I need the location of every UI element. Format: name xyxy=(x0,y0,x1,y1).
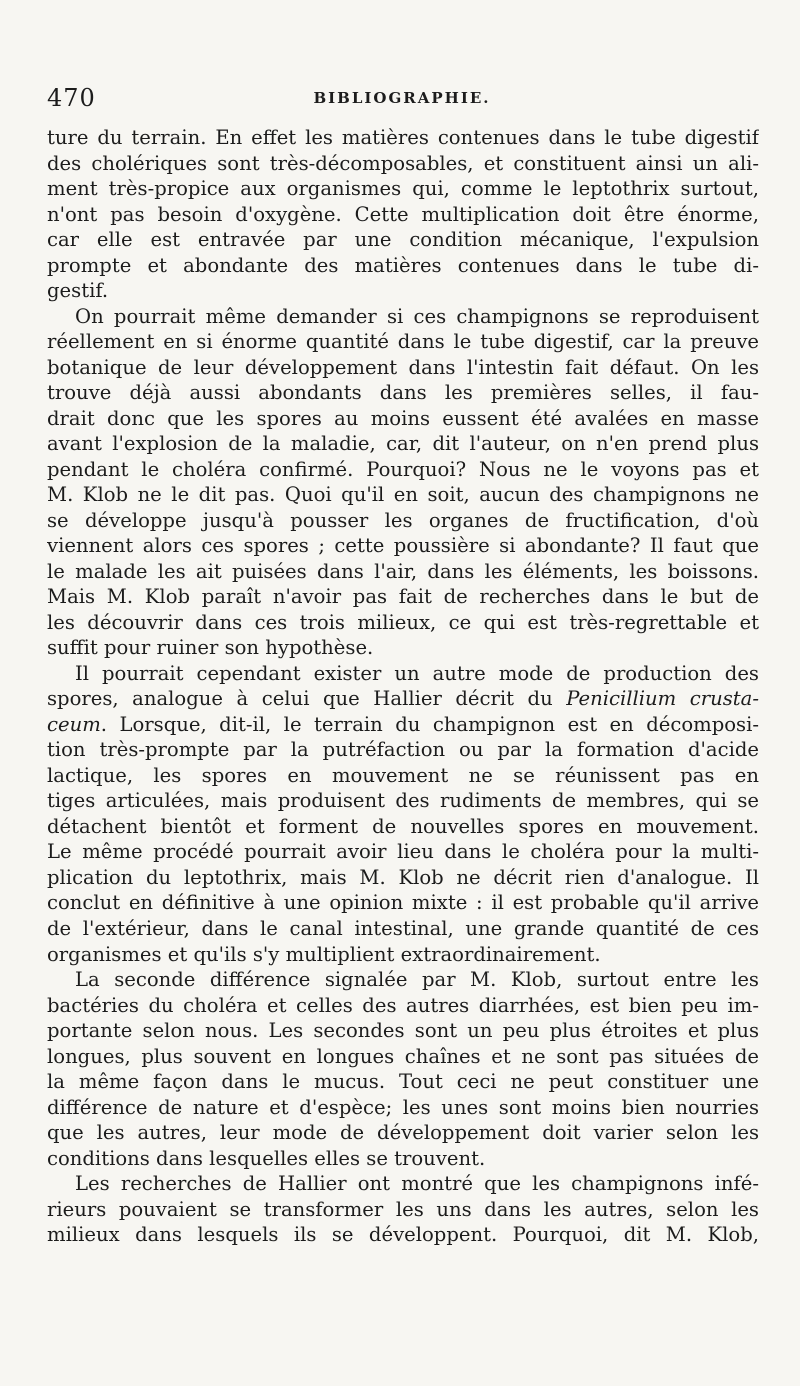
text-line: lactique, les spores en mouvement ne se réunissent pas en xyxy=(47,763,759,787)
text-line: différence de nature et d'espèce; les unes sont moins bien nourries xyxy=(47,1095,759,1119)
italic-species-name: Penicillium crusta- xyxy=(566,687,759,711)
text-line: trouve déjà aussi abondants dans les premières selles, il fau- xyxy=(47,381,759,405)
text-line: M. Klob ne le dit pas. Quoi qu'il en soit, aucun des champignons ne xyxy=(47,483,759,507)
text-line: Le même procédé pourrait avoir lieu dans le choléra pour la multi- xyxy=(47,840,759,864)
text-line: conditions dans lesquelles elles se trouvent. xyxy=(47,1146,486,1170)
text-line: gestif. xyxy=(47,279,109,303)
text-line: n'ont pas besoin d'oxygène. Cette multiplication doit être énorme, xyxy=(47,202,759,226)
paragraph-start-line: On pourrait même demander si ces champignons se reproduisent xyxy=(75,304,759,328)
text-line: plication du leptothrix, mais M. Klob ne décrit rien d'analogue. Il xyxy=(47,865,759,889)
text-line: tiges articulées, mais produisent des rudiments de membres, qui se xyxy=(47,789,759,813)
text-line: la même façon dans le mucus. Tout ceci ne peut constituer une xyxy=(47,1070,759,1094)
text-line: réellement en si énorme quantité dans le tube digestif, car la preuve xyxy=(47,330,759,354)
page-header xyxy=(47,84,757,114)
text-line: ture du terrain. En effet les matières contenues dans le tube digestif xyxy=(47,126,759,149)
text-line: avant l'explosion de la maladie, car, dit l'auteur, on n'en prend plus xyxy=(47,432,759,456)
text-line: drait donc que les spores au moins eussent été avalées en masse xyxy=(47,406,759,430)
text-line: rieurs pouvaient se transformer les uns dans les autres, selon les xyxy=(47,1197,759,1221)
text-line: pendant le choléra confirmé. Pourquoi? Nous ne le voyons pas et xyxy=(47,457,759,481)
paragraph-start-line: Il pourrait cependant exister un autre mode de production des xyxy=(75,661,759,685)
text-line: détachent bientôt et forment de nouvelles spores en mouvement. xyxy=(47,814,759,838)
text-line: milieux dans lesquels ils se développent. Pourquoi, dit M. Klob, xyxy=(47,1223,759,1247)
text-line: tion très-prompte par la putréfaction ou par la formation d'acide xyxy=(47,738,759,762)
text-line: que les autres, leur mode de développement doit varier selon les xyxy=(47,1121,759,1145)
page-number: 470 xyxy=(47,84,96,112)
text-line: bactéries du choléra et celles des autres diarrhées, est bien peu im- xyxy=(47,993,759,1017)
paragraph-start-line: La seconde différence signalée par M. Klob, surtout entre les xyxy=(75,968,759,992)
text-line: viennent alors ces spores ; cette poussière si abondante? Il faut que xyxy=(47,534,759,558)
text-line: portante selon nous. Les secondes sont un peu plus étroites et plus xyxy=(47,1019,759,1043)
text-line-segment: spores, analogue à celui que Hallier décrit du xyxy=(47,687,553,711)
text-line: prompte et abondante des matières contenues dans le tube di- xyxy=(47,253,759,277)
running-title: BIBLIOGRAPHIE. xyxy=(313,89,491,107)
text-line: conclut en définitive à une opinion mixte : il est probable qu'il arrive xyxy=(47,891,759,915)
paragraph-start-line: Les recherches de Hallier ont montré que les champignons infé- xyxy=(75,1172,759,1196)
italic-species-name: ceum xyxy=(47,712,101,736)
text-line: botanique de leur développement dans l'intestin fait défaut. On les xyxy=(47,355,759,379)
body-text xyxy=(47,125,759,1248)
text-line: Mais M. Klob paraît n'avoir pas fait de recherches dans le but de xyxy=(47,585,759,609)
text-line: car elle est entravée par une condition mécanique, l'expulsion xyxy=(47,228,759,252)
text-line: de l'extérieur, dans le canal intestinal, une grande quantité de ces xyxy=(47,916,759,940)
text-line: les découvrir dans ces trois milieux, ce qui est très-regrettable et xyxy=(47,610,759,634)
text-line: longues, plus souvent en longues chaînes et ne sont pas situées de xyxy=(47,1044,759,1068)
text-line: ment très-propice aux organismes qui, comme le leptothrix surtout, xyxy=(47,177,759,201)
text-line: le malade les ait puisées dans l'air, dans les éléments, les boissons. xyxy=(47,559,759,583)
text-line: des cholériques sont très-décomposables, et constituent ainsi un ali- xyxy=(47,151,759,175)
text-line: suffit pour ruiner son hypothèse. xyxy=(47,636,374,660)
text-line: ceum. Lorsque, dit-il, le terrain du champignon est en décomposi- xyxy=(47,712,759,736)
text-line: organismes et qu'ils s'y multiplient extraordinairement. xyxy=(47,942,601,966)
text-line xyxy=(47,686,759,712)
text-line: se développe jusqu'à pousser les organes de fructification, d'où xyxy=(47,508,759,532)
